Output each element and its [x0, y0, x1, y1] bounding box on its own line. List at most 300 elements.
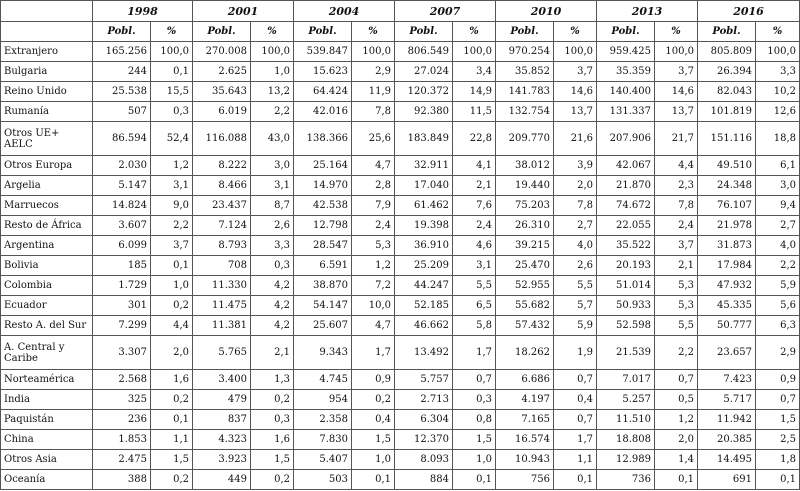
row-label: Marruecos	[1, 196, 93, 216]
percent-cell: 2,2	[655, 336, 698, 370]
population-cell: 151.116	[698, 122, 756, 156]
percent-cell: 1,1	[554, 450, 597, 470]
percent-cell: 15,5	[151, 82, 193, 102]
population-cell: 54.147	[294, 296, 352, 316]
population-cell: 132.754	[496, 102, 554, 122]
percent-cell: 4,0	[554, 236, 597, 256]
percent-cell: 0,1	[655, 470, 698, 490]
percent-cell: 1,0	[352, 450, 395, 470]
percent-cell: 8,7	[251, 196, 294, 216]
population-cell: 2.625	[193, 62, 251, 82]
population-cell: 11.510	[597, 410, 655, 430]
table-row	[1, 336, 800, 370]
table-row	[1, 450, 800, 470]
percent-cell: 100,0	[453, 42, 496, 62]
table-head	[1, 1, 800, 42]
population-cell: 25.209	[395, 256, 453, 276]
percent-cell: 9,0	[151, 196, 193, 216]
table-row	[1, 196, 800, 216]
population-cell: 449	[193, 470, 251, 490]
year-header: 2007	[395, 1, 496, 22]
percent-cell: 100,0	[554, 42, 597, 62]
population-cell: 5.407	[294, 450, 352, 470]
table-row	[1, 156, 800, 176]
percent-cell: 4,0	[756, 236, 800, 256]
percent-cell: 5,9	[756, 276, 800, 296]
population-cell: 21.978	[698, 216, 756, 236]
pobl-header: Pobl.	[193, 22, 251, 42]
corner-cell	[1, 22, 93, 42]
percent-cell: 3,0	[756, 176, 800, 196]
row-label: India	[1, 390, 93, 410]
percent-cell: 2,7	[756, 216, 800, 236]
percent-cell: 4,2	[251, 316, 294, 336]
percent-cell: 2,7	[554, 216, 597, 236]
pobl-header: Pobl.	[294, 22, 352, 42]
table-row	[1, 470, 800, 490]
population-cell: 24.348	[698, 176, 756, 196]
percent-cell: 2,9	[756, 336, 800, 370]
pobl-header: Pobl.	[698, 22, 756, 42]
population-cell: 2.475	[93, 450, 151, 470]
population-cell: 7.017	[597, 370, 655, 390]
percent-cell: 0,1	[352, 470, 395, 490]
year-header: 2001	[193, 1, 294, 22]
percent-cell: 2,5	[756, 430, 800, 450]
population-cell: 2.030	[93, 156, 151, 176]
population-cell: 51.014	[597, 276, 655, 296]
population-cell: 14.970	[294, 176, 352, 196]
percent-cell: 5,6	[756, 296, 800, 316]
population-cell: 301	[93, 296, 151, 316]
population-cell: 31.873	[698, 236, 756, 256]
percent-cell: 3,3	[251, 236, 294, 256]
percent-cell: 5,5	[453, 276, 496, 296]
population-cell: 236	[93, 410, 151, 430]
percent-cell: 0,2	[151, 390, 193, 410]
table-row	[1, 42, 800, 62]
table-row	[1, 176, 800, 196]
percent-cell: 5,8	[453, 316, 496, 336]
percent-cell: 3,1	[251, 176, 294, 196]
table-row	[1, 82, 800, 102]
population-cell: 8.793	[193, 236, 251, 256]
percent-cell: 1,6	[251, 430, 294, 450]
population-cell: 23.437	[193, 196, 251, 216]
table-row	[1, 370, 800, 390]
population-cell: 26.394	[698, 62, 756, 82]
population-cell: 5.757	[395, 370, 453, 390]
percent-cell: 0,2	[151, 296, 193, 316]
population-cell: 42.067	[597, 156, 655, 176]
percent-cell: 0,9	[756, 370, 800, 390]
population-cell: 82.043	[698, 82, 756, 102]
percent-cell: 11,5	[453, 102, 496, 122]
population-cell: 18.808	[597, 430, 655, 450]
percent-cell: 2,3	[655, 176, 698, 196]
population-cell: 3.307	[93, 336, 151, 370]
percent-cell: 0,5	[655, 390, 698, 410]
population-cell: 49.510	[698, 156, 756, 176]
subheader-row	[1, 22, 800, 42]
population-cell: 7.299	[93, 316, 151, 336]
population-cell: 244	[93, 62, 151, 82]
percent-cell: 2,1	[655, 256, 698, 276]
year-header: 1998	[93, 1, 193, 22]
population-cell: 325	[93, 390, 151, 410]
percent-cell: 1,7	[554, 430, 597, 450]
percent-cell: 0,1	[151, 410, 193, 430]
population-cell: 837	[193, 410, 251, 430]
population-cell: 806.549	[395, 42, 453, 62]
population-cell: 479	[193, 390, 251, 410]
population-cell: 507	[93, 102, 151, 122]
percent-cell: 1,5	[151, 450, 193, 470]
percent-cell: 7,8	[655, 196, 698, 216]
population-cell: 101.819	[698, 102, 756, 122]
population-cell: 52.185	[395, 296, 453, 316]
population-cell: 22.055	[597, 216, 655, 236]
population-cell: 14.495	[698, 450, 756, 470]
percent-cell: 5,5	[655, 316, 698, 336]
population-cell: 7.830	[294, 430, 352, 450]
population-cell: 3.607	[93, 216, 151, 236]
pobl-header: Pobl.	[496, 22, 554, 42]
population-cell: 20.385	[698, 430, 756, 450]
population-cell: 35.643	[193, 82, 251, 102]
table-body	[1, 42, 800, 490]
population-cell: 38.870	[294, 276, 352, 296]
row-label: Norteamérica	[1, 370, 93, 390]
percent-cell: 4,2	[251, 296, 294, 316]
population-cell: 959.425	[597, 42, 655, 62]
percent-cell: 2,4	[655, 216, 698, 236]
population-cell: 15.623	[294, 62, 352, 82]
percent-cell: 4,4	[655, 156, 698, 176]
population-cell: 1.729	[93, 276, 151, 296]
percent-cell: 6,1	[756, 156, 800, 176]
population-cell: 7.124	[193, 216, 251, 236]
population-cell: 131.337	[597, 102, 655, 122]
percent-cell: 14,6	[554, 82, 597, 102]
percent-cell: 1,7	[352, 336, 395, 370]
population-cell: 25.164	[294, 156, 352, 176]
table-row	[1, 276, 800, 296]
percent-header: %	[655, 22, 698, 42]
row-label: A. Central y Caribe	[1, 336, 93, 370]
population-cell: 26.310	[496, 216, 554, 236]
population-cell: 2.358	[294, 410, 352, 430]
percent-cell: 2,1	[251, 336, 294, 370]
population-cell: 35.852	[496, 62, 554, 82]
population-cell: 14.824	[93, 196, 151, 216]
percent-cell: 0,3	[453, 390, 496, 410]
table-row	[1, 216, 800, 236]
row-label: Argentina	[1, 236, 93, 256]
percent-cell: 2,4	[352, 216, 395, 236]
percent-cell: 2,0	[655, 430, 698, 450]
row-label: Oceanía	[1, 470, 93, 490]
population-cell: 183.849	[395, 122, 453, 156]
percent-cell: 52,4	[151, 122, 193, 156]
population-cell: 138.366	[294, 122, 352, 156]
percent-cell: 2,0	[554, 176, 597, 196]
population-cell: 23.657	[698, 336, 756, 370]
percent-cell: 6,3	[756, 316, 800, 336]
percent-cell: 1,5	[251, 450, 294, 470]
percent-header: %	[554, 22, 597, 42]
percent-cell: 18,8	[756, 122, 800, 156]
percent-cell: 2,0	[151, 336, 193, 370]
population-cell: 39.215	[496, 236, 554, 256]
population-cell: 805.809	[698, 42, 756, 62]
percent-cell: 13,7	[554, 102, 597, 122]
percent-cell: 0,3	[251, 410, 294, 430]
population-cell: 25.470	[496, 256, 554, 276]
row-label: Colombia	[1, 276, 93, 296]
population-cell: 16.574	[496, 430, 554, 450]
percent-cell: 0,7	[655, 370, 698, 390]
percent-cell: 2,1	[453, 176, 496, 196]
population-cell: 4.323	[193, 430, 251, 450]
population-cell: 17.984	[698, 256, 756, 276]
population-cell: 388	[93, 470, 151, 490]
table-row	[1, 236, 800, 256]
percent-header: %	[151, 22, 193, 42]
population-cell: 27.024	[395, 62, 453, 82]
population-cell: 736	[597, 470, 655, 490]
percent-cell: 0,2	[151, 470, 193, 490]
population-cell: 25.607	[294, 316, 352, 336]
percent-cell: 2,2	[151, 216, 193, 236]
table-row	[1, 62, 800, 82]
percent-cell: 3,9	[554, 156, 597, 176]
population-cell: 3.923	[193, 450, 251, 470]
population-cell: 86.594	[93, 122, 151, 156]
percent-cell: 0,9	[352, 370, 395, 390]
row-label: Bolivia	[1, 256, 93, 276]
population-cell: 954	[294, 390, 352, 410]
percent-cell: 0,1	[453, 470, 496, 490]
population-cell: 8.222	[193, 156, 251, 176]
population-cell: 32.911	[395, 156, 453, 176]
population-cell: 44.247	[395, 276, 453, 296]
percent-cell: 1,8	[756, 450, 800, 470]
population-cell: 57.432	[496, 316, 554, 336]
percent-cell: 9,4	[756, 196, 800, 216]
percent-cell: 1,6	[151, 370, 193, 390]
percent-cell: 7,9	[352, 196, 395, 216]
year-header: 2010	[496, 1, 597, 22]
population-cell: 5.765	[193, 336, 251, 370]
population-cell: 116.088	[193, 122, 251, 156]
percent-cell: 1,2	[655, 410, 698, 430]
percent-cell: 21,7	[655, 122, 698, 156]
population-cell: 36.910	[395, 236, 453, 256]
table-row	[1, 102, 800, 122]
population-cell: 11.381	[193, 316, 251, 336]
percent-cell: 1,0	[453, 450, 496, 470]
percent-cell: 21,6	[554, 122, 597, 156]
percent-cell: 100,0	[756, 42, 800, 62]
table-row	[1, 256, 800, 276]
percent-cell: 7,8	[352, 102, 395, 122]
percent-cell: 4,1	[453, 156, 496, 176]
population-cell: 46.662	[395, 316, 453, 336]
population-cell: 691	[698, 470, 756, 490]
population-cell: 10.943	[496, 450, 554, 470]
population-cell: 38.012	[496, 156, 554, 176]
population-cell: 6.591	[294, 256, 352, 276]
percent-cell: 3,1	[453, 256, 496, 276]
population-cell: 35.522	[597, 236, 655, 256]
row-label: Bulgaria	[1, 62, 93, 82]
population-cell: 74.672	[597, 196, 655, 216]
population-cell: 11.475	[193, 296, 251, 316]
percent-cell: 7,2	[352, 276, 395, 296]
percent-cell: 1,3	[251, 370, 294, 390]
table-row	[1, 316, 800, 336]
percent-cell: 5,3	[655, 276, 698, 296]
percent-cell: 11,9	[352, 82, 395, 102]
population-cell: 13.492	[395, 336, 453, 370]
percent-cell: 12,6	[756, 102, 800, 122]
percent-cell: 1,0	[251, 62, 294, 82]
percent-cell: 1,7	[453, 336, 496, 370]
percent-header: %	[352, 22, 395, 42]
population-cell: 50.777	[698, 316, 756, 336]
percent-cell: 0,4	[352, 410, 395, 430]
population-cell: 17.040	[395, 176, 453, 196]
pobl-header: Pobl.	[93, 22, 151, 42]
population-cell: 12.989	[597, 450, 655, 470]
percent-cell: 0,3	[251, 256, 294, 276]
percent-cell: 3,7	[655, 62, 698, 82]
percent-cell: 1,5	[453, 430, 496, 450]
percent-cell: 0,1	[756, 470, 800, 490]
row-label: Otros UE+ AELC	[1, 122, 93, 156]
population-cell: 18.262	[496, 336, 554, 370]
population-cell: 8.093	[395, 450, 453, 470]
population-cell: 708	[193, 256, 251, 276]
percent-cell: 5,5	[554, 276, 597, 296]
population-cell: 9.343	[294, 336, 352, 370]
percent-cell: 13,2	[251, 82, 294, 102]
percent-cell: 14,6	[655, 82, 698, 102]
percent-cell: 4,2	[251, 276, 294, 296]
percent-cell: 0,7	[554, 370, 597, 390]
percent-cell: 2,6	[251, 216, 294, 236]
percent-cell: 13,7	[655, 102, 698, 122]
population-cell: 6.099	[93, 236, 151, 256]
percent-cell: 4,7	[352, 316, 395, 336]
population-cell: 61.462	[395, 196, 453, 216]
percent-cell: 3,0	[251, 156, 294, 176]
population-cell: 141.783	[496, 82, 554, 102]
population-cell: 3.400	[193, 370, 251, 390]
table-row	[1, 410, 800, 430]
population-cell: 52.955	[496, 276, 554, 296]
percent-cell: 4,7	[352, 156, 395, 176]
population-cell: 207.906	[597, 122, 655, 156]
table-row	[1, 430, 800, 450]
percent-cell: 2,2	[756, 256, 800, 276]
row-label: Paquistán	[1, 410, 93, 430]
row-label: Otros Asia	[1, 450, 93, 470]
population-cell: 503	[294, 470, 352, 490]
percent-cell: 0,8	[453, 410, 496, 430]
population-cell: 55.682	[496, 296, 554, 316]
population-cell: 1.853	[93, 430, 151, 450]
percent-cell: 1,2	[151, 156, 193, 176]
population-cell: 47.932	[698, 276, 756, 296]
population-cell: 42.016	[294, 102, 352, 122]
percent-cell: 22,8	[453, 122, 496, 156]
population-cell: 75.203	[496, 196, 554, 216]
percent-cell: 3,7	[554, 62, 597, 82]
percent-cell: 10,2	[756, 82, 800, 102]
percent-cell: 100,0	[251, 42, 294, 62]
population-cell: 209.770	[496, 122, 554, 156]
population-cell: 2.568	[93, 370, 151, 390]
percent-cell: 3,3	[756, 62, 800, 82]
percent-cell: 3,1	[151, 176, 193, 196]
population-cell: 539.847	[294, 42, 352, 62]
population-cell: 2.713	[395, 390, 453, 410]
percent-cell: 0,4	[554, 390, 597, 410]
percent-cell: 6,5	[453, 296, 496, 316]
population-cell: 8.466	[193, 176, 251, 196]
population-cell: 21.539	[597, 336, 655, 370]
percent-header: %	[756, 22, 800, 42]
population-cell: 11.330	[193, 276, 251, 296]
population-cell: 756	[496, 470, 554, 490]
percent-header: %	[251, 22, 294, 42]
population-cell: 76.107	[698, 196, 756, 216]
population-cell: 45.335	[698, 296, 756, 316]
percent-cell: 0,2	[251, 390, 294, 410]
population-cell: 7.165	[496, 410, 554, 430]
percent-cell: 2,9	[352, 62, 395, 82]
row-label: China	[1, 430, 93, 450]
table-row	[1, 122, 800, 156]
population-cell: 884	[395, 470, 453, 490]
percent-cell: 3,7	[151, 236, 193, 256]
population-cell: 185	[93, 256, 151, 276]
population-cell: 6.686	[496, 370, 554, 390]
row-label: Reino Unido	[1, 82, 93, 102]
table-row	[1, 296, 800, 316]
population-cell: 64.424	[294, 82, 352, 102]
percent-cell: 0,1	[151, 256, 193, 276]
percent-cell: 0,3	[151, 102, 193, 122]
pobl-header: Pobl.	[597, 22, 655, 42]
population-cell: 165.256	[93, 42, 151, 62]
population-cell: 28.547	[294, 236, 352, 256]
row-label: Otros Europa	[1, 156, 93, 176]
year-header-row	[1, 1, 800, 22]
population-cell: 120.372	[395, 82, 453, 102]
population-cell: 20.193	[597, 256, 655, 276]
percent-cell: 25,6	[352, 122, 395, 156]
corner-cell	[1, 1, 93, 22]
percent-cell: 100,0	[655, 42, 698, 62]
population-cell: 42.538	[294, 196, 352, 216]
percent-cell: 1,4	[655, 450, 698, 470]
percent-cell: 1,5	[756, 410, 800, 430]
row-label: Resto A. del Sur	[1, 316, 93, 336]
percent-cell: 7,6	[453, 196, 496, 216]
